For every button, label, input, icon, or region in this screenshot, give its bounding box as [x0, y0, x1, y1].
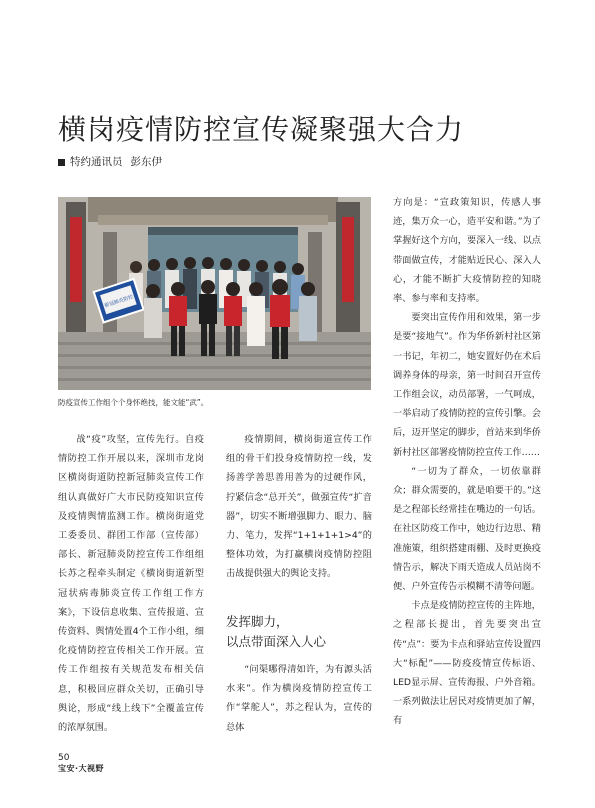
- square-bullet-icon: [58, 159, 65, 166]
- paragraph: 方向是：“宣政策知识，传感人事迹，集万众一心，造平安和谐。”为了掌握好这个方向，要深入一线、以点带面做宣传，才能贴近民心、深入人心，才能不断扩大疫情防控的知晓率、参与率和支持率。: [393, 197, 541, 305]
- article-photo: [58, 197, 371, 390]
- paragraph: 战“疫”攻坚，宣传先行。自疫情防控工作开展以来，深圳市龙岗区横岗街道防控新冠肺炎宣传工作组认真做好广大市民防疫知识宣传及疫情舆情监测工作。横岗街道党工委委员、群团工作部（宣传部）部长、新冠肺炎防控宣传工作组组长苏之程牵头制定《横岗街道新型冠状病毒肺炎宣传工作组工作方案》，下设信息收集、宣传报道、宣传资料、舆情处置4个工作小组，细化疫情防控宣传相关工作开展。宣传工作组按有关规范发布相关信息，积极回应群众关切，正确引导舆论，形成“线上线下”全覆盖宣传的浓厚氛围。: [58, 434, 204, 734]
- svg-text:新冠肺炎防控: 新冠肺炎防控: [103, 294, 135, 310]
- paragraph: “一切为了群众，一切依靠群众；群众需要的，就是咱要干的。”这是之程部长经常挂在嘴边的一句话。在社区防疫工作中，她边行边思、精准施策，组织搭建雨棚、及时更换疫情告示，解决下雨天造成人员站岗不便、户外宣传告示模糊不清等问题。: [393, 465, 541, 593]
- paragraph: “问渠哪得清如许，为有源头活水来”。作为横岗疫情防控宣传工作“掌舵人”，苏之程认为，宣传的总体: [226, 664, 372, 733]
- subheading-line-1: 发挥脚力，: [226, 614, 289, 629]
- body-column-2-continued: [226, 660, 372, 737]
- body-column-2: [226, 430, 372, 584]
- subheading-line-2: 以点带面深入人心: [226, 634, 327, 649]
- group-photo-illustration: [58, 197, 371, 390]
- body-column-3: [393, 193, 541, 731]
- paragraph: 要突出宣传作用和效果，第一步是要“接地气”。作为华侨新村社区第一书记，年初二，她安置好仍在术后调养身体的母亲，第一时间召开宣传工作组会议，动员部署，一气呵成，一举启动了疫情防控的宣传引擎。会后，迈开坚定的脚步，首站来到华侨新村社区部署疫情防控宣传工作……: [393, 312, 541, 458]
- section-subheading: [226, 612, 372, 652]
- photo-caption: 防疫宣传工作组个个身怀绝技，能文能“武”。: [58, 398, 209, 407]
- body-column-1: [58, 430, 204, 737]
- paragraph: 卡点是疫情防控宣传的主阵地，之程部长提出，首先要突出宣传“点”：要为卡点和驿站宣传设置四大“标配”——防疫疫情宣传标语、LED显示屏、宣传海报、户外音箱。一系列做法让居民对疫情更加了解，有: [393, 600, 541, 727]
- author-name: 彭东伊: [130, 156, 162, 168]
- paragraph: 疫情期间，横岗街道宣传工作组的骨干们投身疫情防控一线，发扬善学善思善用善为的过硬作风，拧紧信念“总开关”，做强宣传“扩音器”，切实不断增强脚力、眼力、脑力、笔力，发挥“1+1+1+1>4”的整体功效，为打赢横岗疫情防控阻击战提供强大的舆论支持。: [226, 434, 372, 580]
- article-headline: 横岗疫情防控宣传凝聚强大合力: [58, 113, 465, 146]
- article-byline: [58, 155, 162, 169]
- magazine-logo: 宝安·大视野: [58, 764, 105, 773]
- byline-prefix: 特约通讯员: [70, 156, 123, 168]
- page-number: 50: [58, 753, 70, 763]
